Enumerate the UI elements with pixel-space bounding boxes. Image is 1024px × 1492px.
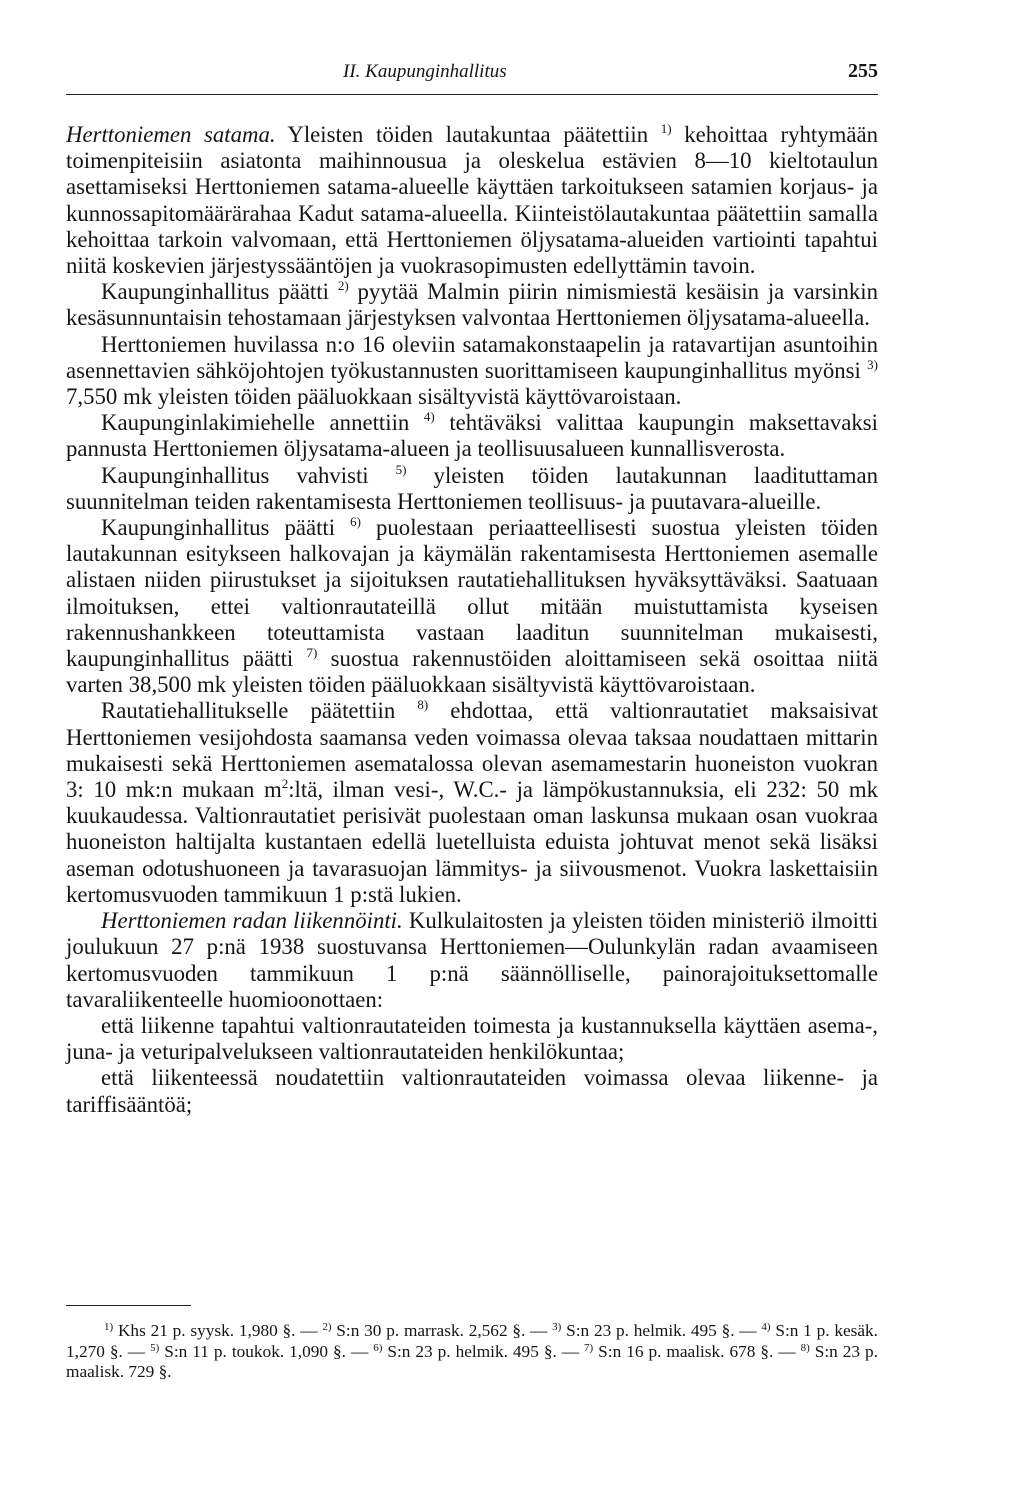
footnote-mark: 8)	[800, 1341, 810, 1354]
footnote-mark: 6)	[373, 1341, 383, 1354]
footnote-text: S:n 23 p. maalisk. 729 §.	[66, 1341, 879, 1382]
footnote-rule	[66, 1305, 191, 1306]
text-run: yleisten töiden lautakunnan laadituttaman suunnitelman teiden rakentamisesta Herttoniemen teollisuus- ja puutavara-alueille.	[66, 462, 878, 514]
text-run: suostua rakennustöiden aloittamiseen sekä osoittaa niitä varten 38,500 mk yleisten töiden pääluokkaan sisältyvistä käyttövaroistaan.	[66, 646, 878, 698]
footnote-ref: 7)	[306, 645, 318, 661]
footnote-mark: 2)	[322, 1321, 332, 1333]
footnote-ref: 3)	[867, 356, 878, 372]
text-run: kehoittaa ryhtymään toimenpiteisiin asiatonta maihinnousua ja oleskelua estävien 8—10 kieltotaulun asettamiseksi Herttoniemen satama-alueelle käyttäen tarkoitukseen satamien korjaus- ja kunnossapitomäärärahaa Kadut satama-alueella. Kiinteistölautakuntaa päätettiin samalla kehoittaa tarkoin valvomaan, että Herttoniemen öljysatama-alueiden vartiointi tapahtui niitä koskevien järjestyssääntöjen ja vuokrasopimusten edellyttämin tavoin.	[66, 122, 878, 279]
text-run: Kaupunginhallitus päätti	[101, 279, 338, 305]
paragraph	[66, 698, 878, 908]
footnote-ref: 5)	[395, 461, 407, 477]
text-run: ehdottaa, että valtionrautatiet maksaisivat Herttoniemen vesijohdosta saamansa veden voimassa olevaa taksaa noudattaen mittarin mukaisesti sekä Herttoniemen asematalossa olevan asemamestarin huoneiston vuokran 3: 10 mk:n mukaan m	[66, 698, 878, 803]
run-in-heading: Herttoniemen radan liikennöinti.	[101, 908, 403, 934]
body-text	[66, 122, 878, 1118]
paragraph	[66, 410, 878, 462]
footnote-text: S:n 30 p. marrask. 2,562 §. —	[331, 1321, 553, 1340]
paragraph	[66, 908, 878, 1013]
footnote-mark: 3)	[552, 1321, 562, 1333]
footnote-ref: 2	[281, 776, 289, 792]
footnote-ref: 4)	[423, 409, 435, 425]
page-number: 255	[848, 60, 878, 82]
footnote-mark: 1)	[104, 1321, 114, 1333]
footnote-ref: 2)	[337, 278, 349, 294]
text-run: :ltä, ilman vesi-, W.C.- ja lämpökustannuksia, eli 232: 50 mk kuukaudessa. Valtionrautatiet perisivät puolestaan oman laskunsa mukaan osan vuokraa huoneiston haltijalta kustantaen edellä luetelluista eduista johtuvat menot sekä lisäksi aseman odotushuoneen ja tavarasuojan lämmitys- ja siivousmenot. Vuokra laskettaisiin kertomusvuoden tammikuun 1 p:stä lukien.	[66, 777, 878, 907]
text-run: Kaupunginhallitus päätti	[101, 515, 351, 541]
text-run: tehtäväksi valittaa kaupungin maksettavaksi pannusta Herttoniemen öljysatama-alueen ja teollisuusalueen kunnallisverosta.	[66, 410, 878, 462]
text-run: puolestaan periaatteellisesti suostua yleisten töiden lautakunnan esitykseen halkovajan ja käymälän rakentamisesta Herttoniemen asemalle alistaen niiden piirustukset ja sijoituksen rautatiehallituksen hyväksyttäväksi. Saatuaan ilmoituksen, ettei valtionrautateillä ollut mitään muistuttamista kyseisen rakennushankkeen toteuttamista vastaan laaditun suunnitelman mukaisesti, kaupunginhallitus päätti	[66, 515, 878, 672]
text-run: Herttoniemen huvilassa n:o 16 oleviin satamakonstaapelin ja ratavartijan asuntoihin asennettavien sähköjohtojen työkustannusten suorittamiseen kaupunginhallitus myönsi	[66, 331, 878, 383]
text-run: Kulkulaitosten ja yleisten töiden ministeriö ilmoitti joulukuun 27 p:nä 1938 suostuvansa Herttoniemen—Oulunkylän radan avaamiseen kertomusvuoden tammikuun 1 p:nä säännölliselle, painorajoituksettomalle tavaraliikenteelle huomioonottaen:	[66, 908, 878, 1012]
text-run: Kaupunginhallitus vahvisti	[101, 462, 396, 488]
footnote-mark: 7)	[584, 1341, 594, 1354]
paragraph	[66, 1065, 878, 1117]
footnote-text: S:n 11 p. toukok. 1,090 §. —	[159, 1341, 374, 1361]
footnote-text: S:n 1 p. kesäk. 1,270 §. —	[66, 1321, 878, 1361]
footnote-text: S:n 23 p. helmik. 495 §. —	[382, 1341, 585, 1361]
footnote-ref: 8)	[417, 697, 429, 713]
text-run: 7,550 mk yleisten töiden pääluokkaan sisältyvistä käyttövaroistaan.	[66, 384, 682, 410]
text-run: pyytää Malmin piirin nimismiestä kesäisin ja varsinkin kesäsunnuntaisin tehostamaan järjestyksen valvontaa Herttoniemen öljysatama-alueella.	[66, 279, 878, 331]
text-run: Kaupunginlakimiehelle annettiin	[101, 410, 424, 436]
text-run: Yleisten töiden lautakuntaa päätettiin	[275, 122, 661, 147]
text-run: että liikenne tapahtui valtionrautateiden toimesta ja kustannuksella käyttäen asema-, juna- ja veturipalvelukseen valtionrautateiden henkilökuntaa;	[66, 1012, 878, 1065]
footnote-mark: 4)	[761, 1321, 771, 1333]
running-head	[66, 60, 878, 90]
running-title: II. Kaupunginhallitus	[343, 61, 507, 82]
footnote-ref: 6)	[350, 514, 361, 530]
run-in-heading: Herttoniemen satama.	[66, 122, 276, 147]
paragraph	[66, 1013, 878, 1065]
paragraph	[66, 463, 878, 515]
footnotes	[66, 1321, 878, 1383]
paragraph	[66, 332, 878, 411]
footnote-text: S:n 16 p. maalisk. 678 §. —	[593, 1341, 801, 1361]
footnote-mark: 5)	[150, 1341, 160, 1354]
header-rule	[66, 94, 878, 95]
footnote-text: Khs 21 p. syysk. 1,980 §. —	[113, 1321, 323, 1340]
text-run: että liikenteessä noudatettiin valtionrautateiden voimassa olevaa liikenne- ja tariffisääntöä;	[66, 1065, 878, 1117]
footnote-text: S:n 23 p. helmik. 495 §. —	[561, 1321, 762, 1340]
text-run: Rautatiehallitukselle päätettiin	[101, 698, 418, 724]
paragraph	[66, 515, 878, 698]
paragraph	[66, 279, 878, 331]
paragraph	[66, 122, 878, 279]
footnote-ref: 1)	[660, 121, 672, 136]
